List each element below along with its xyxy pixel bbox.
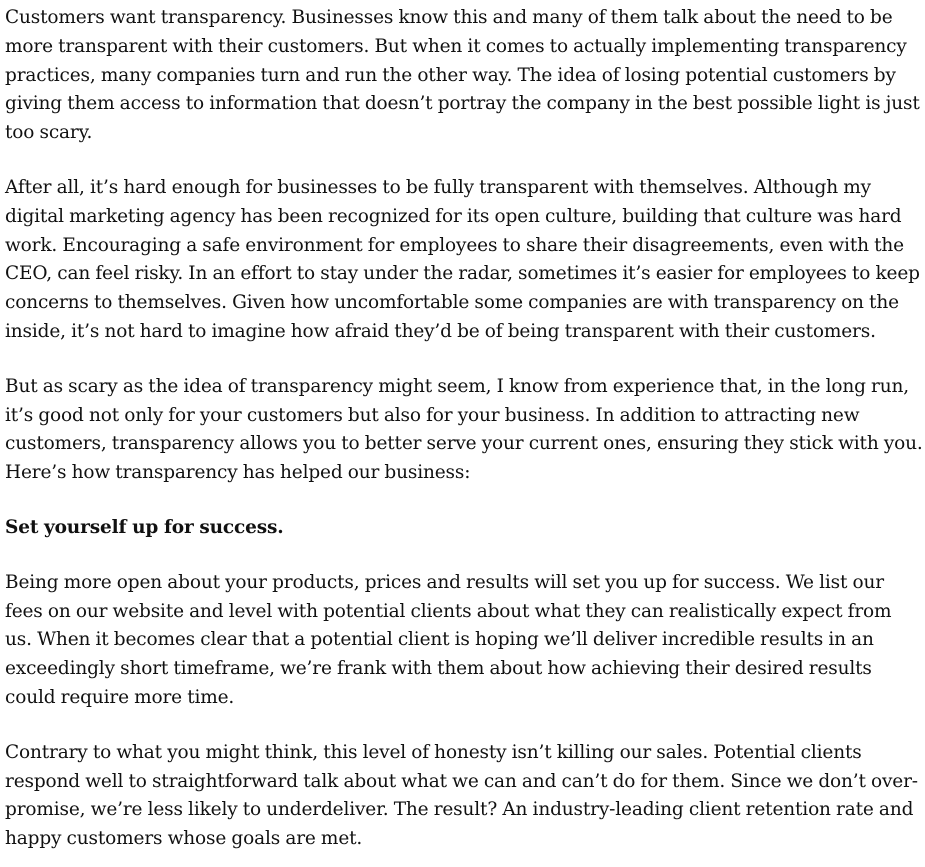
intro-paragraph: Customers want transparency. Businesses know this and many of them talk about the need to be more transparent with their customers. But when it comes to actually implementing transparency practices, many companies turn and run the other way. The idea of losing potential customers by giving them access to information that doesn’t portray the company in the best possible light is just too scary. bbox=[5, 7, 920, 144]
benefits-paragraph: But as scary as the idea of transparency might seem, I know from experience that, in the long run, it’s good not only for your customers but also for your business. In addition to attracting new customers, transparency allows you to better serve your current ones, ensuring they stick with you. Here’s how transparency has helped our business: bbox=[5, 375, 923, 484]
culture-paragraph: After all, it’s hard enough for businesses to be fully transparent with themselves. Although my digital marketing agency has been recognized for its open culture, building that culture was hard work. Encouraging a safe environment for employees to share their disagreements, even with the CEO, can feel risky. In an effort to stay under the radar, sometimes it’s easier for employees to keep concerns to themselves. Given how uncomfortable some companies are with transparency on the inside, it’s not hard to imagine how afraid they’d be of being transparent with their customers. bbox=[5, 176, 920, 342]
honesty-paragraph: Contrary to what you might think, this level of honesty isn’t killing our sales. Potential clients respond well to straightforward talk about what we can and can’t do for them. Since we don’t over-promise, we’re less likely to underdeliver. The result? An industry-leading client retention rate and happy customers whose goals are met. bbox=[5, 741, 918, 850]
article-body bbox=[5, 4, 923, 854]
success-paragraph: Being more open about your products, prices and results will set you up for success. We list our fees on our website and level with potential clients about what they can realistically expect from us. When it becomes clear that a potential client is hoping we’ll deliver incredible results in an exceedingly short timeframe, we’re frank with them about how achieving their desired results could require more time. bbox=[5, 571, 892, 708]
section-heading: Set yourself up for success. bbox=[5, 516, 284, 538]
